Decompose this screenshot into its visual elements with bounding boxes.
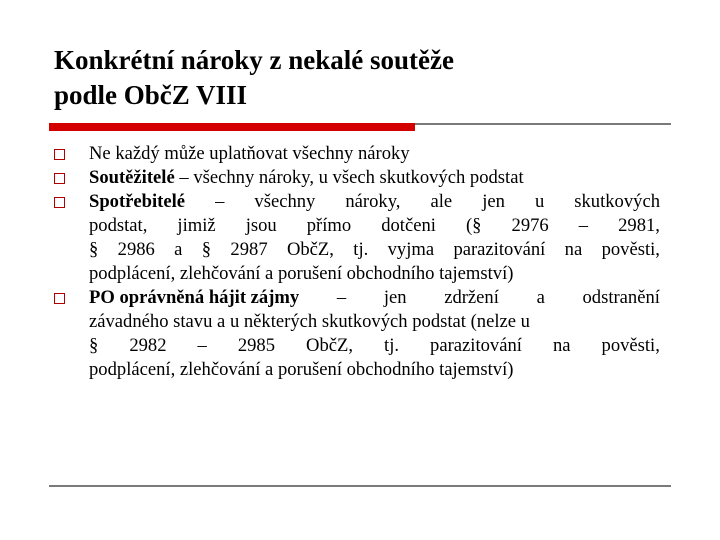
bullet-3-word: ale: [430, 191, 453, 212]
bullet-3-word: tj.: [353, 239, 369, 260]
bullet-item-3: [54, 190, 660, 286]
bullet-4-word: zdržení: [444, 287, 499, 308]
bullet-3-word: parazitování: [453, 239, 546, 260]
bullet-4-word: 2985: [237, 335, 276, 356]
bullet-3-word: vyjma: [387, 239, 435, 260]
bullet-4-word: na: [552, 335, 571, 356]
bullet-3-word: pověsti,: [601, 239, 660, 260]
footer-rule: [49, 485, 671, 487]
bullet-item-1: [54, 142, 660, 166]
bullet-4-line-1: [89, 286, 660, 310]
bullet-4-line-2: závadného stavu a u některých skutkových podstat (nelze u: [89, 311, 530, 332]
bullet-3-word: jimiž: [177, 215, 216, 236]
bullet-3-word: 2981,: [618, 215, 660, 236]
bullet-4-line-4: podplácení, zlehčování a porušení obchodního tajemství): [89, 359, 514, 380]
bullet-3-line-1: [89, 190, 660, 214]
bullet-3-word: 2986: [117, 239, 155, 260]
bullet-3-word: skutkových: [574, 191, 660, 212]
bullet-3-word: 2976: [511, 215, 549, 236]
bullet-3-word: všechny: [254, 191, 316, 212]
slide-title-line-1: Konkrétní nároky z nekalé soutěže: [54, 45, 454, 75]
bullet-3-line-3: [89, 238, 660, 262]
bullet-2-line: [89, 166, 660, 190]
bullet-4-word: jen: [383, 287, 407, 308]
bullet-3-line-2: [89, 214, 660, 238]
bullet-3-word: dotčeni: [381, 215, 436, 236]
bullet-4-word: odstranění: [582, 287, 660, 308]
bullet-1-text: Ne každý může uplatňovat všechny nároky: [89, 143, 410, 164]
bullet-item-2: [54, 166, 660, 190]
bullet-3-bold-term: Spotřebitelé: [89, 191, 186, 212]
bullet-3-word: podstat,: [89, 215, 148, 236]
bullet-3-word: §: [89, 239, 99, 260]
title-accent-bar: [49, 123, 415, 131]
bullet-4-word: §: [89, 335, 99, 356]
hollow-square-bullet-icon: [54, 293, 65, 304]
bullet-3-word: ObčZ,: [286, 239, 334, 260]
bullet-4-word: a: [536, 287, 545, 308]
bullet-2-text: – všechny nároky, u všech skutkových podstat: [174, 167, 524, 188]
hollow-square-bullet-icon: [54, 197, 65, 208]
bullet-3-word: –: [578, 215, 589, 236]
bullet-3-word: 2987: [230, 239, 268, 260]
bullet-3-word: jsou: [245, 215, 277, 236]
bullet-3-word: –: [215, 191, 225, 212]
bullet-2-bold-term: Soutěžitelé: [89, 167, 175, 188]
bullet-4-word: ObčZ,: [306, 335, 354, 356]
bullet-4-line-3: [89, 334, 660, 358]
bullet-4-word: parazitování: [430, 335, 522, 356]
bullet-3-word: §: [201, 239, 212, 260]
bullet-4-word: tj.: [384, 335, 400, 356]
bullet-item-4: [54, 286, 660, 382]
bullet-4-word: pověsti,: [601, 335, 660, 356]
hollow-square-bullet-icon: [54, 173, 65, 184]
bullet-list: [54, 142, 660, 382]
bullet-3-word: nároky,: [345, 191, 401, 212]
bullet-4-word: –: [197, 335, 207, 356]
bullet-3-word: u: [534, 191, 545, 212]
slide-title: [54, 43, 674, 113]
bullet-3-word: přímo: [306, 215, 352, 236]
bullet-3-word: na: [564, 239, 583, 260]
bullet-3-word: a: [174, 239, 183, 260]
bullet-3-line-4: podplácení, zlehčování a porušení obchodního tajemství): [89, 263, 514, 284]
bullet-4-word: –: [336, 287, 347, 308]
bullet-3-word: jen: [482, 191, 505, 212]
bullet-4-word: 2982: [129, 335, 167, 356]
slide-title-line-2: podle ObčZ VIII: [54, 80, 248, 110]
bullet-4-bold-term: PO oprávněná hájit zájmy: [89, 287, 300, 308]
hollow-square-bullet-icon: [54, 149, 65, 160]
bullet-3-word: (§: [465, 215, 482, 236]
